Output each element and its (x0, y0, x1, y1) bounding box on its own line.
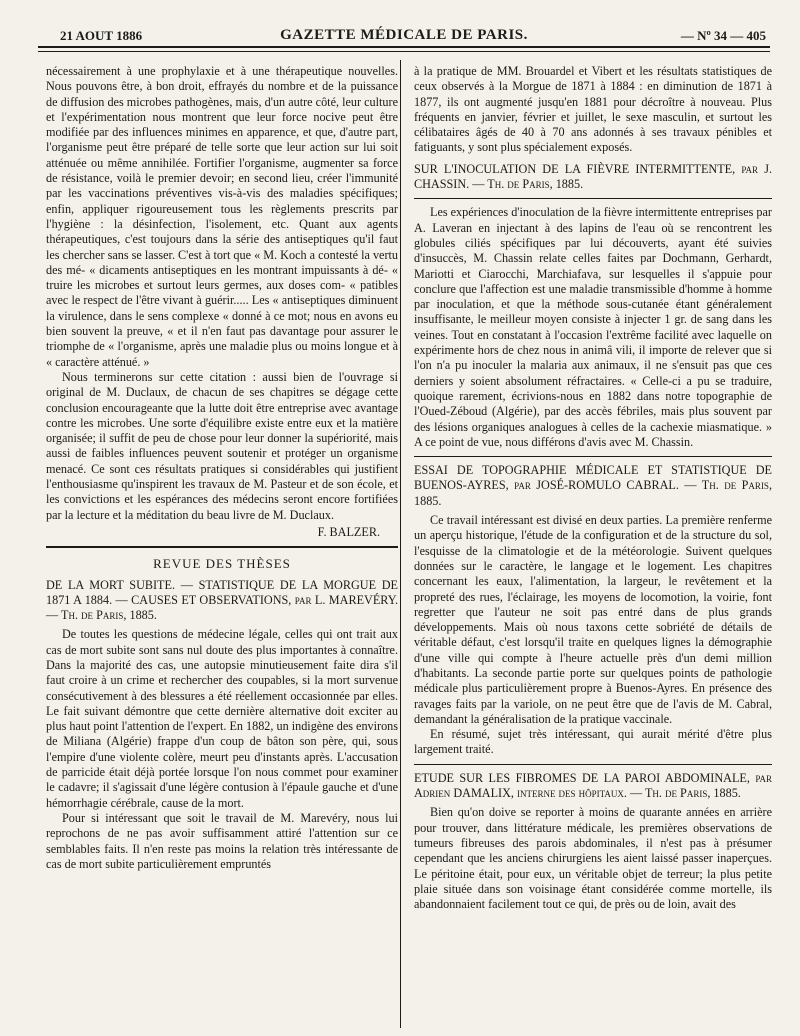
paragraph: Pour si intéressant que soit le travail de M. Marevéry, nous lui reprochons de ne pas avoir suffisamment attiré l'attention sur ce semblables faits. Il n'en reste pas moins la relation très intéressante de cas de mort subite particulièrement empruntés (46, 810, 398, 871)
left-column (46, 64, 398, 872)
paragraph: De toutes les questions de médecine légale, celles qui ont trait aux cas de mort subite sont sans nul doute des plus importantes à connaître. Dans la majorité des cas, une autopsie minutieusement faite dira s'il faut croire à un crime et rechercher des coupables, si la mort survenue consécutivement à des blessures a été réellement occasionnée par elles. Le fait suivant démontre que cette dernière alternative doit exciter au plus haut point l'attention de l'expert. En 1882, un indigène des environs de Miliana (Algérie) frappe d'un coup de bâton son père, qui, sous l'empire d'une violente colère, meurt peu d'instants après. L'accusation de parricide était déjà portée lorsque l'on nous commet pour examiner le cadavre; il s'agissait d'une légère contusion à l'épaule gauche et d'une hémorrhagie cérébrale, cause de la mort. (46, 627, 399, 810)
paragraph: à la pratique de MM. Brouardel et Vibert et les résultats statistiques de ceux observés à la Morgue de 1871 à 1884 : en diminution de 1871 à 1877, ils ont augmenté jusqu'en 1881 pour décroître à nouveau. Plus fréquents en janvier, février et juillet, le sexe masculin, et surtout les célibataires âgés de 40 à 70 ans adonnés à ses travaux pénibles et fatiguants, y sont plus spécialement exposés. (414, 64, 772, 155)
paragraph: Bien qu'on doive se reporter à moins de quarante années en arrière pour trouver, dans littérature médicale, les premières observations de tumeurs fibreuses des parois abdominales, il n'est pas à présumer cependant que les anciens chirurgiens les aient laissé passer inaperçues. Le péritoine était, pour eux, un véritable objet de terreur; la plus petite plaie située dans son voisinage étant considérée comme mortelle, ils abandonnaient facilement tout ce qui, de près ou de loin, avait des (414, 805, 772, 912)
divider (414, 198, 772, 199)
paragraph: Nous terminerons sur cette citation : aussi bien de l'ouvrage si original de M. Duclaux, de chacun de ses chapitres se dégage cette conclusion encourageante que la lutte doit être entreprise avec avantage contre les microbes. Une sorte d'équilibre existe entre eux et la matière organisée; il suffit de peu de chose pour leur donner la supériorité, mais aussi de faibles influences peuvent soutenir et protéger un organisme menacé. Ce sont ces résultats pratiques si considérables qui justifient l'enthousiasme qu'inspirent les travaux de M. Pasteur et de son école, et les convictions et les espérances des médecins seront encore fortifiées par la lecture et la méditation du beau livre de M. Duclaux. (46, 369, 398, 522)
paragraph: Les expériences d'inoculation de la fièvre intermittente entreprises par A. Laveran en injectant à des lapins de l'eau où se rencontrent les globules ciliés spécifiques par lui découverts, ayant été suivies d'insuccès, M. Chassin relate celles faites par Dochmann, Gerhardt, Mariotti et Ciarocchi, Marchiafava, sur lesquelles il s'appuie pour conclure que l'affection est une maladie transmissible d'homme à homme par inoculation, et que la méthode sous-cutanée étant généralement insuffisante, le meilleur moyen consiste à injecter 1 gr. de sang dans les veines. Tout en constatant à l'occasion l'extrême facilité avec laquelle on expérimente hors de chez nous in animâ vili, il importe de relever que si l'on n'a pu inoculer la malaria aux animaux, il ne s'ensuit pas que ces derniers y soient absolument réfractaires. « Celle-ci a pu se traduire, quoique rarement, écrivions-nous en 1882 dans notre topographie de l'Oued-Zéboud (Algérie), par des accès fébriles, mais plus souvent par des lésions organiques analogues à celles de la cachexie miasmatique. » A ce point de vue, nous différons d'avis avec M. Chassin. (414, 205, 772, 449)
page-header (38, 6, 770, 48)
column-divider (400, 60, 401, 1028)
divider (414, 764, 772, 765)
header-rule (38, 51, 770, 52)
paragraph: nécessairement à une prophylaxie et à une thérapeutique nouvelles. Nous pouvons être, à bon droit, effrayés du nombre et de la puissance de diffusion des microbes pathogènes, mais, d'un autre côté, leur culture et l'expérimentation nous montrent que leur force nocive peut être modifiée par des influences minimes en apparence, et que, d'autre part, l'organisme peut être préparé de telle sorte que leur action sur lui soit atténuée ou même annihilée. Fortifier l'organisme, augmenter sa force de résistance, voilà le premier devoir; en second lieu, créer l'immunité par les vaccinations préventives vis-à-vis des maladies spécifiques; enfin, appliquer rigoureusement tous les règlements prescrits par l'hygiène : la désinfection, l'isolement, etc. Quant aux agents thérapeutiques, c'est toujours dans la série des antiseptiques qu'il faut les chercher sans se lasser. C'est à tort que « M. Koch a contesté la vertu des mé- « dicaments antiseptiques en les montrant impuissants à dé- « truire les microbes et surtout leurs germes, aux doses com- « patibles avec le respect de l'être vivant à guérir..... Les « antiseptiques diminuent la virulence, dans le sens complexe « donné à ce mot; nous en avons eu bien souvent la preuve, « et il n'en faut pas davantage pour assurer le triomphe de « l'organisme, après une maladie plus ou moins longue et à « caractère atténué. » (46, 64, 398, 369)
author-signature: F. BALZER. (317, 524, 380, 539)
journal-title: GAZETTE MÉDICALE DE PARIS. (280, 27, 528, 43)
issue-number: — Nº 34 — 405 (680, 28, 766, 43)
thesis-heading: ESSAI DE TOPOGRAPHIE MÉDICALE ET STATISTIQUE DE BUENOS-AYRES, par JOSÉ-ROMULO CABRAL. — Th. de Paris, 1885. (414, 463, 772, 508)
section-title: REVUE DES THÈSES (153, 556, 291, 572)
paragraph: En résumé, sujet très intéressant, qui aurait mérité d'être plus largement traité. (414, 727, 772, 757)
right-column (414, 64, 772, 912)
issue-date: 21 AOUT 1886 (60, 28, 143, 43)
thesis-heading: SUR L'INOCULATION DE LA FIÈVRE INTERMITTENTE, par J. CHASSIN. — Th. de Paris, 1885. (414, 161, 772, 192)
thesis-heading: ETUDE SUR LES FIBROMES DE LA PAROI ABDOMINALE, par Adrien DAMALIX, interne des hôpitaux. — Th. de Paris, 1885. (414, 770, 772, 801)
divider (414, 456, 772, 457)
paragraph: Ce travail intéressant est divisé en deux parties. La première renferme un aperçu historique, l'étude de la configuration et de la structure du sol, l'esquisse de la climatologie et de la météorologie. Suivent quelques données sur le caractère, le langage et le logement. Les chapitres concernant les eaux, l'alimentation, la largeur, le revêtement et la propreté des rues, l'éclairage, les moyens de locomotion, la voirie, font regretter que l'auteur ne soit pas entré dans de plus grands développements. Mais où nous taxons cette sobriété de détails de véritable défaut, c'est lorsqu'il traite en quelques lignes la démographie d'une ville qui compte à l'heure actuelle près d'un demi million d'habitants. La seconde partie porte sur quelques points de pathologie médicale plus particulièrement propre à Buenos-Ayres. En présence des ravages faits par la variole, on ne peut être que de l'avis de M. Cabral, demandant la généralisation de la pratique vaccinale. (414, 513, 772, 726)
thesis-heading: DE LA MORT SUBITE. — STATISTIQUE DE LA MORGUE DE 1871 A 1884. — CAUSES ET OBSERVATIONS, par L. MAREVÉRY. — Th. de Paris, 1885. (46, 577, 398, 623)
section-divider (46, 546, 398, 548)
